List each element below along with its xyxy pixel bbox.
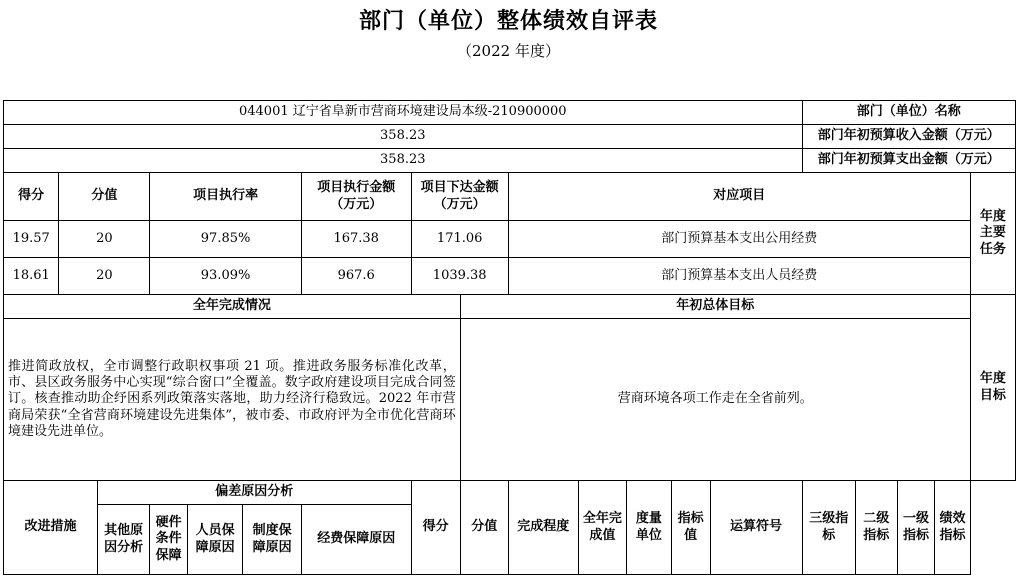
tasks-weight-header: 分值 (59, 173, 150, 221)
target-text: 营商环境各项工作走在全省前列。 (460, 319, 970, 481)
task-row (4, 258, 1016, 295)
goals-content-row (4, 319, 1016, 481)
improve-header: 改进措施 (4, 481, 98, 575)
task-row (4, 221, 1016, 258)
indicator-level2-header: 二级指标 (855, 481, 897, 575)
tasks-section-label: 年度主要任务 (970, 173, 1015, 295)
expend-value: 358.23 (4, 149, 803, 173)
deviation-funding-header: 经费保障原因 (301, 505, 411, 575)
indicator-actual-header: 全年完成值 (578, 481, 626, 575)
completion-header: 全年完成情况 (4, 295, 461, 319)
task-rate: 97.85% (150, 221, 302, 258)
task-rate: 93.09% (150, 258, 302, 295)
task-weight: 20 (59, 258, 150, 295)
income-value: 358.23 (4, 125, 803, 149)
income-row (4, 125, 1016, 149)
task-project: 部门预算基本支出人员经费 (508, 258, 970, 295)
task-project: 部门预算基本支出公用经费 (508, 221, 970, 258)
indicator-progress-header: 完成程度 (508, 481, 578, 575)
evaluation-table (3, 100, 1016, 575)
expend-label: 部门年初预算支出金额（万元） (802, 149, 1015, 173)
task-score: 19.57 (4, 221, 59, 258)
page-title: 部门（单位）整体绩效自评表 (358, 8, 658, 34)
indicators-header-row (4, 481, 1016, 505)
dept-name-row (4, 101, 1016, 125)
tasks-header-row (4, 173, 1016, 221)
task-executed: 167.38 (301, 221, 411, 258)
task-executed: 967.6 (301, 258, 411, 295)
indicator-level1-header: 一级指标 (897, 481, 935, 575)
indicator-level3-header: 三级指标 (802, 481, 855, 575)
task-weight: 20 (59, 221, 150, 258)
goals-header-row (4, 295, 1016, 319)
expend-row (4, 149, 1016, 173)
indicator-target-header: 指标值 (671, 481, 710, 575)
dept-name-value: 044001 辽宁省阜新市营商环境建设局本级-210900000 (4, 101, 803, 125)
deviation-staff-header: 人员保障原因 (187, 505, 242, 575)
completion-text: 推进简政放权，全市调整行政职权事项 21 项。推进政务服务标准化改革，市、县区政务服务中心实现“综合窗口”全覆盖。数字政府建设项目完成合同签订。核查推动助企纾困系列政策落实落地，助力经济行稳致远。2022 年市营商局荣获“全省营商环境建设先进集体”，被市委、市政府评为全市优化营商环境建设先进单位。 (4, 319, 461, 481)
indicator-weight-header: 分值 (460, 481, 508, 575)
task-issued: 1039.38 (411, 258, 508, 295)
task-issued: 171.06 (411, 221, 508, 258)
target-header: 年初总体目标 (460, 295, 970, 319)
dept-name-label: 部门（单位）名称 (802, 101, 1015, 125)
tasks-score-header: 得分 (4, 173, 59, 221)
indicator-score-header: 得分 (411, 481, 460, 575)
tasks-issued-header: 项目下达金额（万元） (411, 173, 508, 221)
indicator-op-header: 运算符号 (710, 481, 802, 575)
deviation-system-header: 制度保障原因 (243, 505, 302, 575)
income-label: 部门年初预算收入金额（万元） (802, 125, 1015, 149)
tasks-project-header: 对应项目 (508, 173, 970, 221)
deviation-other-header: 其他原因分析 (98, 505, 150, 575)
tasks-rate-header: 项目执行率 (150, 173, 302, 221)
deviation-hardware-header: 硬件条件保障 (150, 505, 188, 575)
indicators-section-label: 绩效指标 (935, 481, 971, 575)
deviation-header: 偏差原因分析 (98, 481, 412, 505)
task-score: 18.61 (4, 258, 59, 295)
indicator-unit-header: 度量单位 (626, 481, 671, 575)
tasks-executed-header: 项目执行金额（万元） (301, 173, 411, 221)
page-subtitle-year: （2022 年度） (457, 42, 560, 60)
goals-section-label: 年度目标 (970, 295, 1015, 481)
